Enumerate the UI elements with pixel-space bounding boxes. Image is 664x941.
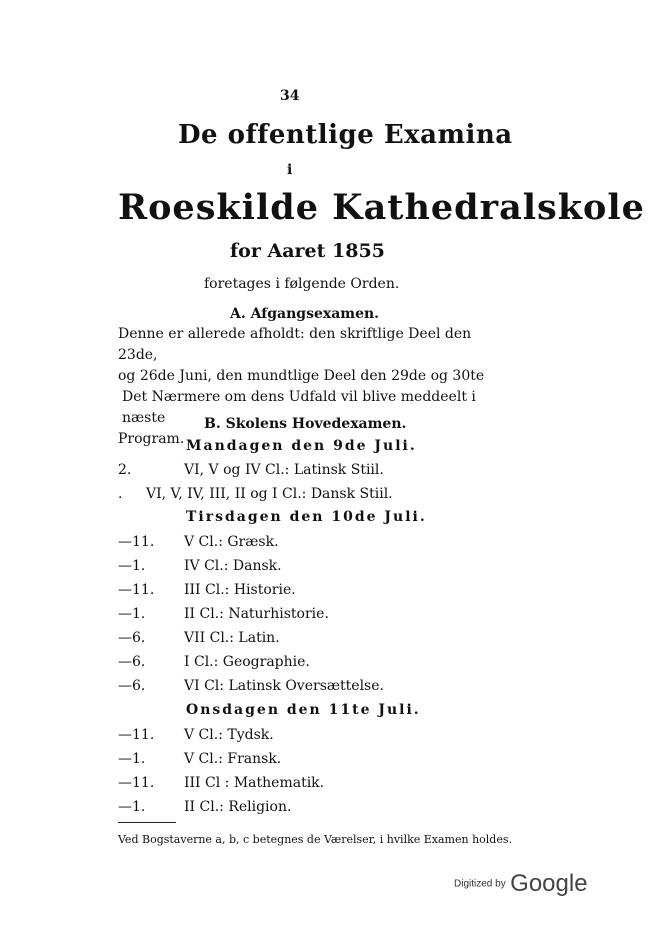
section-a-heading: A. Afgangsexamen. <box>230 306 380 322</box>
schedule-time: —6. <box>118 678 146 694</box>
title-line-3: Roeskilde Kathedralskole <box>118 187 645 228</box>
section-b-heading: B. Skolens Hovedexamen. <box>204 416 407 432</box>
day-heading-wednesday: Onsdagen den 11te Juli. <box>186 702 421 718</box>
schedule-subject: V Cl.: Tydsk. <box>184 727 274 743</box>
paragraph-line: Program. <box>118 431 185 447</box>
schedule-row <box>118 751 281 767</box>
schedule-subject: V Cl.: Græsk. <box>184 534 279 550</box>
schedule-time: —1. <box>118 558 146 574</box>
schedule-subject: I Cl.: Geographie. <box>184 654 310 670</box>
schedule-row <box>118 654 310 670</box>
schedule-row <box>118 582 296 598</box>
paragraph-line: Denne er allerede afholdt: den skriftlige Deel den 23de, <box>118 326 472 363</box>
schedule-time: —11. <box>118 775 155 791</box>
schedule-subject: VII Cl.: Latin. <box>184 630 280 646</box>
schedule-row <box>118 678 384 694</box>
schedule-subject: III Cl : Mathematik. <box>184 775 325 791</box>
schedule-time: —1. <box>118 606 146 622</box>
schedule-subject: VI, V, IV, III, II og I Cl.: Dansk Stiil. <box>146 486 393 502</box>
schedule-row <box>118 486 393 502</box>
watermark-prefix: Digitized by <box>454 878 506 890</box>
schedule-time: 2. <box>118 462 132 478</box>
day-heading-monday: Mandagen den 9de Juli. <box>186 438 417 454</box>
paragraph-line: og 26de Juni, den mundtlige Deel den 29de og 30te <box>118 368 485 384</box>
footnote: Ved Bogstaverne a, b, c betegnes de Værelser, i hvilke Examen holdes. <box>118 833 512 846</box>
page-number: 34 <box>280 88 300 104</box>
day-heading-tuesday: Tirsdagen den 10de Juli. <box>186 509 427 525</box>
title-line-4: for Aaret 1855 <box>230 240 385 262</box>
schedule-row <box>118 775 324 791</box>
schedule-time: —1. <box>118 799 146 815</box>
schedule-row <box>118 630 280 646</box>
title-line-2: i <box>287 162 293 178</box>
schedule-row <box>118 606 329 622</box>
digitized-watermark <box>454 870 588 898</box>
schedule-time: —11. <box>118 727 155 743</box>
schedule-time: —6. <box>118 630 146 646</box>
schedule-row <box>118 462 384 478</box>
schedule-row <box>118 534 279 550</box>
schedule-subject: V Cl.: Fransk. <box>184 751 282 767</box>
title-line-1: De offentlige Examina <box>178 120 513 150</box>
schedule-row <box>118 727 274 743</box>
footnote-rule <box>118 822 176 823</box>
schedule-row <box>118 558 282 574</box>
schedule-subject: III Cl.: Historie. <box>184 582 296 598</box>
schedule-subject: II Cl.: Naturhistorie. <box>184 606 329 622</box>
schedule-time: —1. <box>118 751 146 767</box>
schedule-subject: VI, V og IV Cl.: Latinsk Stiil. <box>184 462 384 478</box>
google-logo: Google <box>510 870 588 897</box>
subtitle: foretages i følgende Orden. <box>204 276 400 292</box>
schedule-subject: II Cl.: Religion. <box>184 799 292 815</box>
schedule-subject: VI Cl: Latinsk Oversættelse. <box>184 678 384 694</box>
schedule-time: . <box>118 486 123 502</box>
schedule-time: —6. <box>118 654 146 670</box>
paragraph-line: Det Nærmere om dens Udfald vil blive meddeelt i næste <box>122 389 476 426</box>
schedule-subject: IV Cl.: Dansk. <box>184 558 282 574</box>
schedule-time: —11. <box>118 582 155 598</box>
schedule-time: —11. <box>118 534 155 550</box>
schedule-row <box>118 799 291 815</box>
